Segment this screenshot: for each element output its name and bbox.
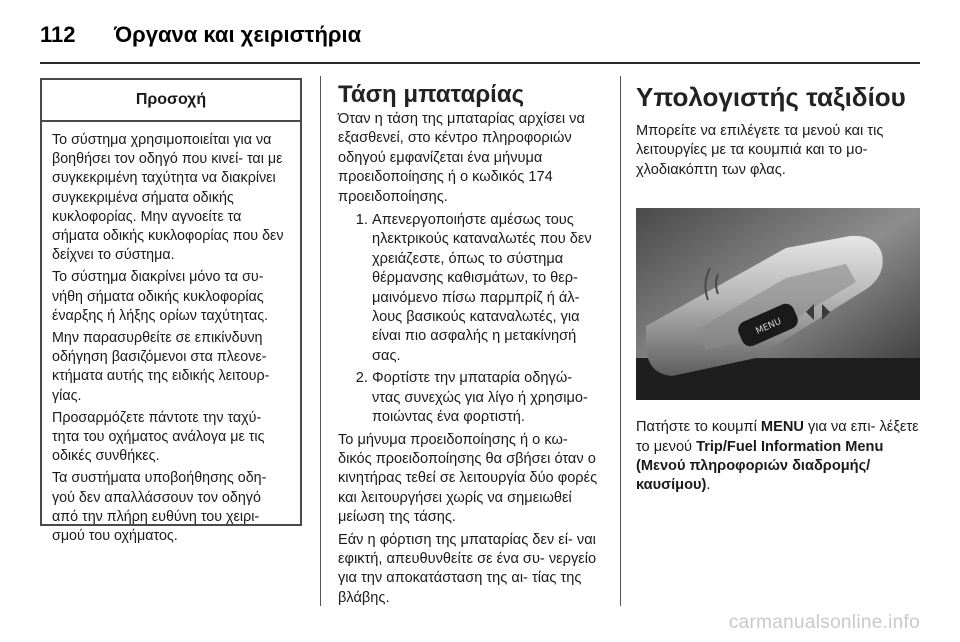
turn-signal-lever-photo [636, 208, 920, 400]
menu-label: MENU [760, 419, 804, 436]
watermark: carmanualsonline.info [728, 612, 920, 633]
trip-intro: Μπορείτε να επιλέγετε τα μενού και τις λειτουργίες με τα κουμπιά και το μο- χλοδιακόπτη των φλας. [636, 123, 884, 178]
caution-body [42, 122, 300, 546]
battery-intro: Όταν η τάση της μπαταρίας αρχίσει να εξασθενεί, στο κέντρο πληροφοριών οδηγού εμφανίζεται ένα μήνυμα προειδοποίησης ή ο κωδικός 174 προειδοποίησης. [338, 111, 585, 205]
trip-menu-name: Trip/Fuel Information Menu (Μενού πληροφοριών διαδρομής/καυσίμου) [636, 438, 884, 494]
battery-section [338, 82, 604, 611]
caution-paragraph: Το σύστημα διακρίνει μόνο τα συ- νήθη σήματα οδικής κυκλοφορίας έναρξης ή λήξης ορίων ταχύτητας. [52, 269, 269, 324]
caution-paragraph: Το σύστημα χρησιμοποιείται για να βοηθήσει τον οδηγό που κινεί- ται με συγκεκριμένη ταχύτητα να διακρίνει συγκεκριμένα σήματα οδικής κυκλοφορίας. Μην αγνοείτε τα σήματα οδικής κυκλοφορίας που δεν δείχνει το σύστημα. [52, 132, 284, 264]
caution-box [40, 78, 302, 545]
lever-illustration [636, 208, 920, 400]
trip-heading: Υπολογιστής ταξιδίου [636, 82, 906, 112]
page-header [40, 22, 920, 56]
svg-text:MENU: MENU [754, 317, 784, 338]
battery-paragraph: Το μήνυμα προειδοποίησης ή ο κω- δικός προειδοποίησης θα σβήσει όταν ο κινητήρας τεθεί σε λειτουργία δύο φορές και λειτουργήσει χωρίς να σημειωθεί μείωση της τάσης. [338, 431, 598, 526]
page-title: Όργανα και χειριστήρια [114, 22, 362, 47]
caution-paragraph: Προσαρμόζετε πάντοτε την ταχύ- τητα του οχήματος ανάλογα με τις οδικές συνθήκες. [52, 409, 265, 465]
column-divider [320, 76, 321, 606]
header-rule [40, 62, 920, 64]
battery-paragraph: Εάν η φόρτιση της μπαταρίας δεν εί- ναι εφικτή, απευθυνθείτε σε ένα συ- νεργείο για την αποκατάσταση της αι- τίας της βλάβης. [338, 531, 597, 606]
caution-title: Προσοχή [42, 80, 300, 122]
caution-paragraph: Μην παρασυρθείτε σε επικίνδυνη οδήγηση βασιζόμενοι στα πλεονε- κτήματα αυτής της ειδικής λειτουρ- γίας. [52, 330, 270, 404]
battery-heading: Τάση μπαταρίας [338, 81, 525, 108]
trip-section [636, 82, 920, 499]
column-divider [620, 76, 621, 606]
caution-paragraph: Τα συστήματα υποβοήθησης οδη- γού δεν απαλλάσσουν τον οδηγό από την πλήρη ευθύνη του χειρι- σμού του οχήματος. [52, 470, 267, 545]
battery-step: 1. Απενεργοποιήστε αμέσως τους ηλεκτρικούς καταναλωτές που δεν χρειάζεστε, όπως το σύστημα θέρμανσης καθισμάτων, το θερ- μαινόμενο πίσω παρμπρίζ ή άλ- λους βασικούς καταναλωτές, για είναι πιο ασφαλής η μετακίνησή σας. [372, 211, 604, 366]
page-number: 112 [40, 22, 76, 47]
battery-steps [338, 211, 604, 427]
trip-caption: Πατήστε το κουμπί MENU για να επι- λέξετε το μενού Trip/Fuel Information Menu (Μενού πληροφοριών διαδρομής/καυσίμου). [636, 419, 919, 494]
battery-step: 2. Φορτίστε την μπαταρία οδηγώ- ντας συνεχώς για λίγο ή χρησιμο- ποιώντας ένα φορτιστή. [372, 369, 604, 427]
